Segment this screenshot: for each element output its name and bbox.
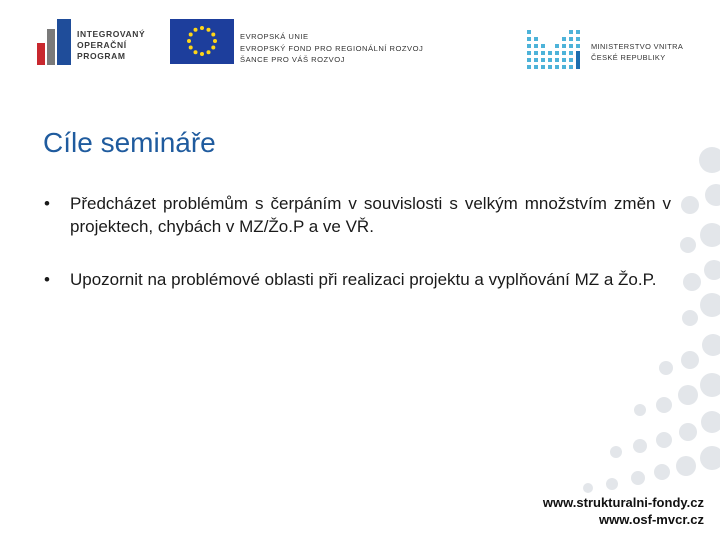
iop-logo-text [77,29,145,62]
footer-urls [543,494,704,528]
iop-logo-bars-icon [37,19,73,65]
bullet-point-icon: • [44,194,50,213]
eu-logo-line: ŠANCE PRO VÁŠ ROZVOJ [240,55,345,64]
bullet-point-icon: • [44,270,50,289]
ministry-logo-text [591,42,683,63]
url-osf-mvcr: www.osf-mvcr.cz [599,512,704,527]
bullet-item [44,268,671,291]
eu-flag-icon [170,19,234,64]
eu-logo-text [240,31,423,66]
iop-logo [37,19,157,65]
iop-logo-line: OPERAČNÍ [77,40,127,50]
eu-logo-line: EVROPSKÁ UNIE [240,32,309,41]
ministry-logo-line: MINISTERSTVO VNITRA [591,42,684,51]
bullet-list [44,192,671,291]
slide-title: Cíle semináře [43,126,216,158]
iop-logo-line: PROGRAM [77,51,126,61]
url-strukturalni-fondy: www.strukturalni-fondy.cz [542,495,704,510]
ministry-logo-icon [527,28,583,70]
bullet-text: Předcházet problémům s čerpáním v souvislosti s velkým množstvím změn v projektech, chybách v MZ/Žo.P a ve VŘ. [70,194,671,236]
ministry-logo-line: ČESKÉ REPUBLIKY [591,52,666,62]
bullet-text: Upozornit na problémové oblasti při realizaci projektu a vyplňování MZ a Žo.P. [70,270,657,289]
iop-logo-line: INTEGROVANÝ [77,29,146,39]
eu-logo-line: EVROPSKÝ FOND PRO REGIONÁLNÍ ROZVOJ [240,43,424,53]
bullet-item [44,192,671,238]
